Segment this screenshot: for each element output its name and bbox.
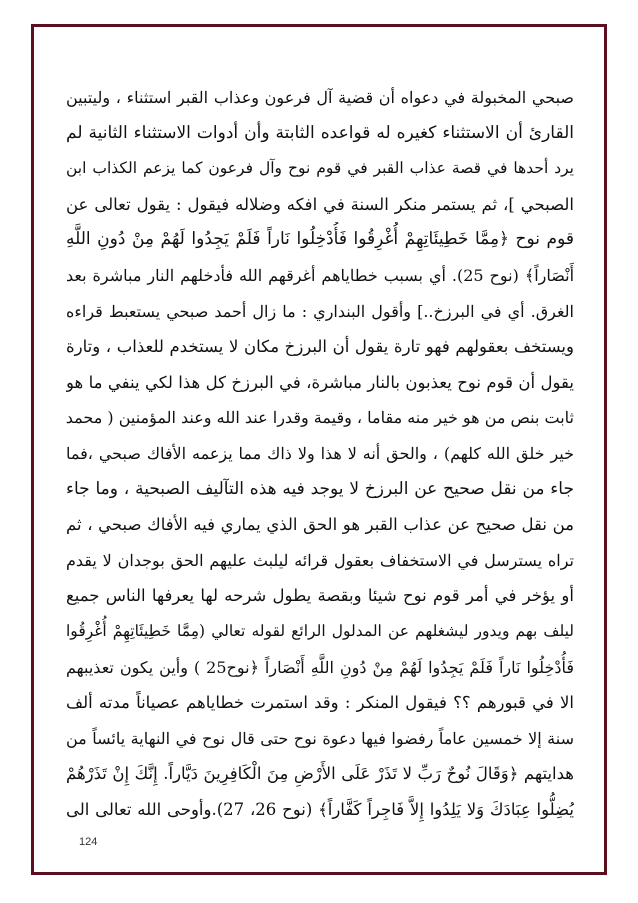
text-line: الغرق. أي في البرزخ..] وأقول البنداري : ما زال أحمد صبحي يستعبط قراءه xyxy=(66,301,574,321)
body-text xyxy=(66,80,574,827)
text-line: يرد أحدها في قصة عذاب القبر في قوم نوح وآل فرعون كما يزعم الكذاب ابن xyxy=(66,159,574,178)
text-line: أَنْصَاراً﴾ (نوح 25). أي بسبب خطاياهم أغرقهم الله فأدخلهم النار مباشرة بعد xyxy=(66,265,574,285)
text-line: هدايتهم ﴿وَقَالَ نُوحٌ رَبِّ لا تَذَرْ عَلَى الأَرْضِ مِنَ الْكَافِرِينَ دَيَّاراً. إِنَّكَ إِنْ تَذَرْهُمْ xyxy=(66,764,574,784)
text-line: خير خلق الله كلهم) ، والحق أنه لا هذا ولا ذاك مما يزعمه الأفاك صبحي ،فما xyxy=(66,443,574,463)
text-line: قوم نوح ﴿مِمَّا خَطِيئَاتِهِمْ أُغْرِقُوا فَأُدْخِلُوا نَاراً فَلَمْ يَجِدُوا لَهُمْ مِنْ دُونِ اللَّهِ xyxy=(66,229,574,250)
text-line: سنة إلا خمسين عاماً رفضوا فيها دعوة نوح حتى قال نوح في النهاية يائساً من xyxy=(66,728,574,748)
page-number: 124 xyxy=(79,836,98,848)
text-line: القارئ أن الاستثناء كغيره له قواعده الثابتة وأن أدوات الاستثناء الثانية لم xyxy=(66,122,574,143)
text-line: ثابت بنص من هو خير منه مقاما ، وقيمة وقدرا عند الله وعند المؤمنين ( محمد xyxy=(66,408,574,428)
text-line: يقول أن قوم نوح يعذبون بالنار مباشرة، في البرزخ كل هذا لكي ينفي ما هو xyxy=(66,372,574,392)
text-line: يُضِلُّوا عِبَادَكَ وَلا يَلِدُوا إِلاَّ فَاجِراً كَفَّاراً﴾ (نوح 26، 27).وأوحى الله تعالى الى xyxy=(66,799,574,819)
text-line: من نقل صحيح عن عذاب القبر هو الحق الذي يماري فيه الأفاك صبحي ، ثم xyxy=(66,515,574,535)
text-line: فَأُدْخِلُوا نَاراً فَلَمْ يَجِدُوا لَهُمْ مِنْ دُونِ اللَّهِ أَنْصَاراً ﴿نوح25 ) وأين يكون تعذيبهم xyxy=(66,657,574,677)
text-line: تراه يسترسل في الاستخفاف بعقول قرائه ليلبث عليهم الحق بوجدان لا يقدم xyxy=(66,550,574,570)
text-line: ويستخف بعقولهم فهو تارة يقول أن البرزخ مكان لا يستخدم للعذاب ، وتارة xyxy=(66,337,574,357)
text-line: أو يؤخر في أمر قوم نوح شيئا وبقصة يطول شرحه لها يعرفها الناس جميع xyxy=(66,586,574,606)
text-line: جاء من نقل صحيح عن البرزخ لا يوجد فيه هذه التآليف الصبحية ، وما جاء xyxy=(66,478,574,499)
text-line: الصبحي ]، ثم يستمر منكر السنة في افكه وضلاله فيقول : يقول تعالى عن xyxy=(66,194,574,214)
text-line: ليلف بهم ويدور ليشغلهم عن المدلول الرائع لقوله تعالي (مِمَّا خَطِيئَاتِهِمْ أُغْرِقُوا xyxy=(66,621,574,640)
text-line: الا في قبورهم ؟؟ فيقول المنكر : وقد استمرت خطاياهم عصياناً مدته ألف xyxy=(66,693,574,713)
text-line: صبحي المخبولة في دعواه أن قضية آل فرعون وعذاب القبر استثناء ، وليتبين xyxy=(66,88,574,107)
